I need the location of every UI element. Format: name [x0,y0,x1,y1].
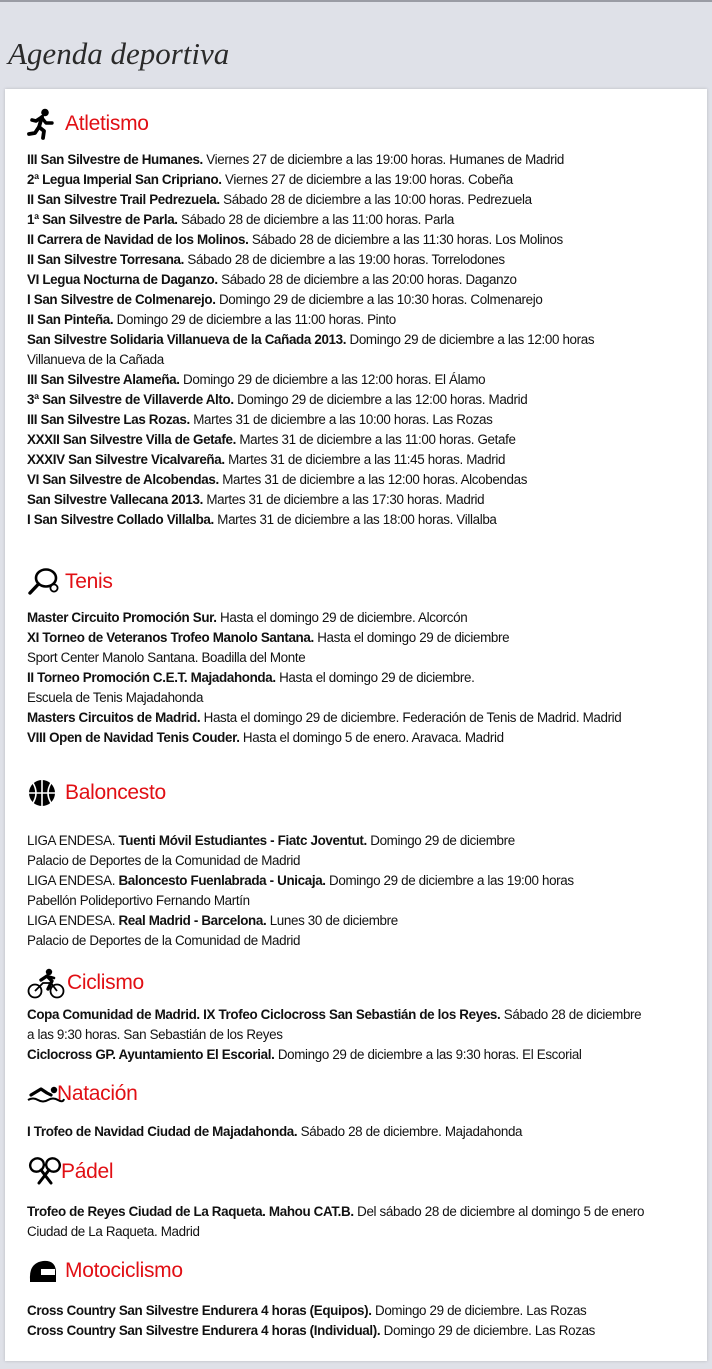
entry-details: Del sábado 28 de diciembre al domingo 5 de enero [353,1204,645,1219]
entry-event-name: III San Silvestre Las Rozas. [27,412,190,427]
entry-event-name: XI Torneo de Veteranos Trofeo Manolo Santana. [27,630,314,645]
entry-details: Hasta el domingo 5 de enero. Aravaca. Madrid [239,730,504,745]
entry-event-name: II San Pinteña. [27,312,114,327]
entry-event-name: XXXIV San Silvestre Vicalvareña. [27,452,225,467]
entry-event-name: VI Legua Nocturna de Daganzo. [27,272,218,287]
entry-details: a las 9:30 horas. San Sebastián de los Reyes [27,1027,283,1042]
entry-line [27,1222,703,1242]
section-title: Atletismo [65,112,149,135]
entry-line [27,931,703,951]
entry-details: Escuela de Tenis Majadahonda [27,690,204,705]
entry-details: Domingo 29 de diciembre a las 11:00 horas. Pinto [113,312,396,327]
section-header [27,564,703,600]
entry-details: Sábado 28 de diciembre a las 11:30 horas. Los Molinos [248,232,563,247]
basketball-icon [27,776,63,810]
entry-details: Sábado 28 de diciembre [500,1007,642,1022]
section-tenis [27,564,703,748]
section-title: Natación [57,1082,138,1105]
entry-event-name: I San Silvestre de Colmenarejo. [27,292,216,307]
entry-event-name: 2ª Legua Imperial San Cripriano. [27,172,222,187]
entry-line [27,1122,703,1142]
entry-line [27,1321,703,1341]
agenda-panel [5,89,707,1361]
entry-event-name: Baloncesto Fuenlabrada - Unicaja. [118,873,326,888]
entry-event-name: Masters Circuitos de Madrid. [27,710,201,725]
section-baloncesto [27,775,703,951]
section-motociclismo [27,1253,703,1341]
entry-event-name: VI San Silvestre de Alcobendas. [27,472,219,487]
entry-details: Sábado 28 de diciembre. Majadahonda [297,1124,523,1139]
entry-list [27,831,703,951]
entry-list [27,1122,703,1142]
entry-details: Martes 31 de diciembre a las 18:00 horas. Villalba [213,512,497,527]
entry-event-name: San Silvestre Vallecana 2013. [27,492,203,507]
entry-list [27,1301,703,1341]
section-title: Baloncesto [65,781,166,804]
entry-line [27,490,703,510]
entry-line [27,390,703,410]
entry-line [27,190,703,210]
entry-line [27,270,703,290]
entry-details: Martes 31 de diciembre a las 17:30 horas. Madrid [202,492,485,507]
entry-details: Martes 31 de diciembre a las 10:00 horas. Las Rozas [189,412,493,427]
entry-event-name: Cross Country San Silvestre Endurera 4 horas (Equipos). [27,1303,372,1318]
entry-event-name: II Torneo Promoción C.E.T. Majadahonda. [27,670,276,685]
section-natacion [27,1076,703,1142]
section-header [27,965,703,1001]
entry-prefix: LIGA ENDESA. [27,913,119,928]
entry-details: Pabellón Polideportivo Fernando Martín [27,893,250,908]
runner-icon [27,107,63,141]
entry-event-name: Master Circuito Promoción Sur. [27,610,217,625]
entry-line [27,210,703,230]
entry-line [27,608,703,628]
entry-prefix: LIGA ENDESA. [27,873,119,888]
entry-line [27,831,703,851]
entry-event-name: 1ª San Silvestre de Parla. [27,212,178,227]
entry-line [27,728,703,748]
entry-details: Sport Center Manolo Santana. Boadilla del Monte [27,650,306,665]
entry-line [27,170,703,190]
entry-line [27,1301,703,1321]
entry-line [27,708,703,728]
entry-event-name: XXXII San Silvestre Villa de Getafe. [27,432,236,447]
section-title: Ciclismo [67,971,144,994]
tennis-racket-icon [27,565,63,599]
entry-list [27,1005,703,1065]
section-ciclismo [27,965,703,1065]
entry-line [27,1202,703,1222]
entry-details: Hasta el domingo 29 de diciembre. [275,670,475,685]
entry-event-name: II San Silvestre Trail Pedrezuela. [27,192,220,207]
entry-details: Domingo 29 de diciembre a las 19:00 horas [325,873,574,888]
entry-prefix: LIGA ENDESA. [27,833,119,848]
entry-line [27,430,703,450]
entry-line [27,891,703,911]
cyclist-icon [27,966,65,1000]
entry-line [27,1025,703,1045]
entry-details: Palacio de Deportes de la Comunidad de Madrid [27,933,301,948]
entry-details: Sábado 28 de diciembre a las 20:00 horas. Daganzo [217,272,517,287]
entry-event-name: 3ª San Silvestre de Villaverde Alto. [27,392,234,407]
entry-line [27,350,703,370]
section-title: Pádel [61,1160,114,1183]
entry-line [27,470,703,490]
entry-line [27,1045,703,1065]
section-padel [27,1154,703,1242]
entry-line [27,290,703,310]
entry-event-name: San Silvestre Solidaria Villanueva de la Cañada 2013. [27,332,347,347]
entry-details: Martes 31 de diciembre a las 11:45 horas. Madrid [224,452,506,467]
entry-event-name: Real Madrid - Barcelona. [118,913,267,928]
entry-line [27,310,703,330]
entry-details: Viernes 27 de diciembre a las 19:00 horas. Humanes de Madrid [202,152,564,167]
entry-event-name: Tuenti Móvil Estudiantes - Fiatc Joventut. [118,833,367,848]
paddle-rackets-icon [27,1155,63,1189]
entry-event-name: III San Silvestre de Humanes. [27,152,203,167]
entry-details: Domingo 29 de diciembre. Las Rozas [371,1303,587,1318]
entry-line [27,628,703,648]
top-border [0,0,712,2]
entry-event-name: II San Silvestre Torresana. [27,252,185,267]
entry-list [27,608,703,748]
entry-details: Viernes 27 de diciembre a las 19:00 horas. Cobeña [221,172,513,187]
entry-details: Lunes 30 de diciembre [266,913,398,928]
section-header [27,1076,703,1112]
entry-line [27,668,703,688]
entry-details: Domingo 29 de diciembre a las 12:00 horas [346,332,595,347]
entry-details: Domingo 29 de diciembre. Las Rozas [380,1323,596,1338]
entry-event-name: Copa Comunidad de Madrid. IX Trofeo Ciclocross San Sebastián de los Reyes. [27,1007,501,1022]
section-title: Tenis [65,570,113,593]
entry-line [27,688,703,708]
entry-list [27,150,703,530]
entry-details: Domingo 29 de diciembre a las 12:00 horas. El Álamo [179,372,486,387]
section-title: Motociclismo [65,1259,183,1282]
entry-event-name: Trofeo de Reyes Ciudad de La Raqueta. Mahou CAT.B. [27,1204,354,1219]
page-title: Agenda deportiva [8,36,230,71]
entry-line [27,510,703,530]
entry-details: Sábado 28 de diciembre a las 19:00 horas. Torrelodones [184,252,505,267]
entry-details: Palacio de Deportes de la Comunidad de Madrid [27,853,301,868]
section-header [27,775,703,811]
entry-line [27,851,703,871]
section-header [27,1154,703,1190]
entry-event-name: Cross Country San Silvestre Endurera 4 horas (Individual). [27,1323,381,1338]
entry-details: Sábado 28 de diciembre a las 10:00 horas. Pedrezuela [219,192,532,207]
entry-event-name: VIII Open de Navidad Tenis Couder. [27,730,240,745]
entry-details: Hasta el domingo 29 de diciembre. Federación de Tenis de Madrid. Madrid [200,710,622,725]
entry-details: Domingo 29 de diciembre a las 12:00 horas. Madrid [233,392,528,407]
entry-line [27,1005,703,1025]
entry-details: Hasta el domingo 29 de diciembre. Alcorcón [216,610,468,625]
entry-details: Sábado 28 de diciembre a las 11:00 horas. Parla [177,212,454,227]
entry-line [27,648,703,668]
entry-details: Ciudad de La Raqueta. Madrid [27,1224,200,1239]
entry-event-name: Ciclocross GP. Ayuntamiento El Escorial. [27,1047,275,1062]
entry-line [27,250,703,270]
entry-details: Martes 31 de diciembre a las 12:00 horas. Alcobendas [218,472,528,487]
entry-line [27,150,703,170]
helmet-icon [27,1254,63,1288]
section-header [27,1253,703,1289]
entry-details: Domingo 29 de diciembre a las 10:30 horas. Colmenarejo [215,292,543,307]
entry-line [27,370,703,390]
entry-event-name: II Carrera de Navidad de los Molinos. [27,232,249,247]
entry-details: Domingo 29 de diciembre [366,833,515,848]
entry-line [27,230,703,250]
entry-event-name: III San Silvestre Alameña. [27,372,180,387]
entry-list [27,1202,703,1242]
entry-line [27,410,703,430]
entry-line [27,911,703,931]
entry-event-name: I Trofeo de Navidad Ciudad de Majadahonda. [27,1124,298,1139]
entry-line [27,871,703,891]
entry-line [27,330,703,350]
entry-details: Martes 31 de diciembre a las 11:00 horas. Getafe [235,432,516,447]
entry-details: Domingo 29 de diciembre a las 9:30 horas. El Escorial [274,1047,582,1062]
section-header [27,106,703,142]
entry-event-name: I San Silvestre Collado Villalba. [27,512,214,527]
entry-details: Hasta el domingo 29 de diciembre [313,630,510,645]
entry-line [27,450,703,470]
section-atletismo [27,106,703,530]
entry-details: Villanueva de la Cañada [27,352,164,367]
